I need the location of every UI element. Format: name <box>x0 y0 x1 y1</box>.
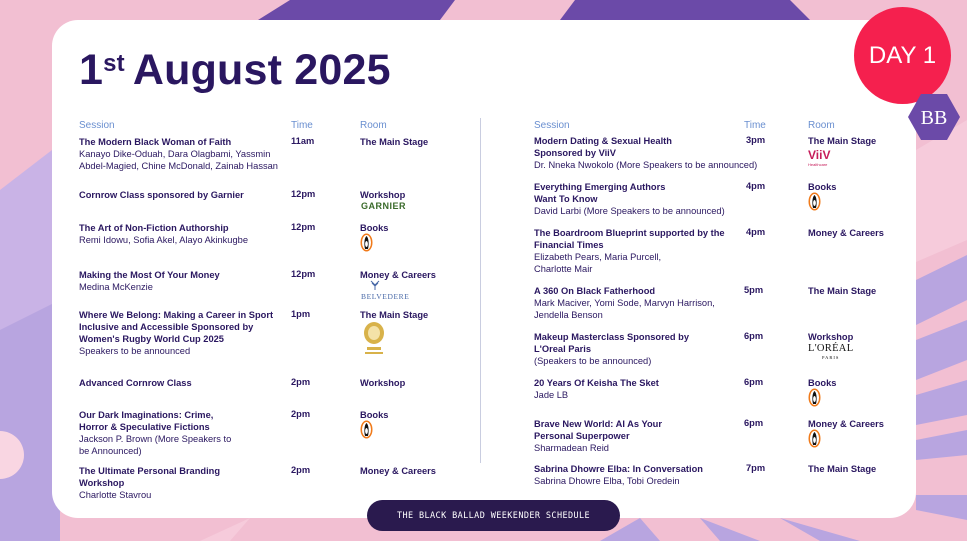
session-speakers: Sabrina Dhowre Elba, Tobi Oredein <box>534 476 680 486</box>
session-item <box>534 418 739 454</box>
session-title: Modern Dating & Sexual Health Sponsored by ViiV <box>534 136 672 158</box>
session-room: The Main Stage <box>360 310 429 320</box>
session-speakers: Jade LB <box>534 390 569 400</box>
session-title: 20 Years Of Keisha The Sket <box>534 378 659 388</box>
session-room: The Main Stage <box>360 137 429 147</box>
session-time: 1pm <box>291 309 311 319</box>
penguin-icon <box>808 192 821 211</box>
session-time: 2pm <box>291 409 311 419</box>
column-divider <box>480 118 481 463</box>
penguin-icon <box>808 388 821 407</box>
session-speakers: Elizabeth Pears, Maria Purcell, Charlotte Mair <box>534 252 662 274</box>
session-item <box>534 181 739 217</box>
session-time: 3pm <box>746 135 766 145</box>
session-title: The Modern Black Woman of Faith <box>79 137 232 147</box>
session-item <box>79 409 284 457</box>
session-title: Sabrina Dhowre Elba: In Conversation <box>534 464 703 474</box>
header-session: Session <box>79 120 115 131</box>
session-item <box>79 136 284 172</box>
session-time: 5pm <box>744 285 764 295</box>
session-item <box>534 377 739 401</box>
session-time: 12pm <box>291 189 316 199</box>
session-speakers: Remi Idowu, Sofia Akel, Alayo Akinkugbe <box>79 235 248 245</box>
session-title: Brave New World: AI As Your Personal Superpower <box>534 419 662 441</box>
session-speakers: Charlotte Stavrou <box>79 490 152 500</box>
svg-text:BB: BB <box>920 107 948 129</box>
session-room: The Main Stage <box>808 464 877 474</box>
session-speakers: Kanayo Dike-Oduah, Dara Olagbami, Yassmin Abdel-Magied, Chine McDonald, Zainab Hassan <box>79 149 278 171</box>
session-room: Workshop <box>360 378 406 388</box>
session-speakers: Sharmadean Reid <box>534 443 609 453</box>
session-room: Money & Careers <box>808 228 884 238</box>
session-room: Money & Careers <box>360 270 436 280</box>
belvedere-tree-icon <box>368 280 382 290</box>
session-time: 12pm <box>291 269 316 279</box>
penguin-icon <box>360 420 373 439</box>
session-room: The Main Stage <box>808 136 877 146</box>
session-time: 6pm <box>744 377 764 387</box>
session-item <box>79 269 284 293</box>
session-item <box>534 285 739 321</box>
session-time: 2pm <box>291 377 311 387</box>
session-room: Workshop <box>808 332 854 342</box>
session-title: Makeup Masterclass Sponsored by L'Oreal Paris <box>534 332 690 354</box>
session-speakers: David Larbi (More Speakers to be announced) <box>534 206 725 216</box>
session-speakers: Medina McKenzie <box>79 282 153 292</box>
session-time: 11am <box>291 136 315 146</box>
session-room: The Main Stage <box>808 286 877 296</box>
session-item <box>79 222 284 246</box>
header-time: Time <box>744 120 766 131</box>
penguin-icon <box>808 429 821 448</box>
header-room: Room <box>808 120 835 131</box>
session-title: The Ultimate Personal Branding Workshop <box>79 466 221 488</box>
loreal-logo: L'ORÉAL PARIS <box>808 343 854 360</box>
session-speakers: Speakers to be announced <box>79 346 191 356</box>
session-title: The Art of Non-Fiction Authorship <box>79 223 229 233</box>
session-room: Books <box>808 378 837 388</box>
session-room: Workshop <box>360 190 406 200</box>
session-speakers: (Speakers to be announced) <box>534 356 652 366</box>
session-item <box>79 465 284 501</box>
session-item <box>534 463 739 487</box>
session-title: A 360 On Black Fatherhood <box>534 286 656 296</box>
session-room: Books <box>360 410 389 420</box>
session-time: 6pm <box>744 418 764 428</box>
header-room: Room <box>360 120 387 131</box>
schedule-footer-pill: THE BLACK BALLAD WEEKENDER SCHEDULE <box>367 500 620 531</box>
session-title: The Boardroom Blueprint supported by the Financial Times <box>534 228 725 250</box>
session-room: Books <box>808 182 837 192</box>
header-time: Time <box>291 120 313 131</box>
session-time: 2pm <box>291 465 311 475</box>
session-title: Where We Belong: Making a Career in Sport Inclusive and Accessible Sponsored by Women's Rugby World Cup 2025 <box>79 310 274 344</box>
session-room: Money & Careers <box>808 419 884 429</box>
session-speakers: Mark Maciver, Yomi Sode, Marvyn Harrison, Jendella Benson <box>534 298 715 320</box>
session-speakers: Jackson P. Brown (More Speakers to be Announced) <box>79 434 232 456</box>
garnier-logo: GARNIER <box>361 201 407 211</box>
session-speakers: Dr. Nneka Nwokolo (More Speakers to be announced) <box>534 160 758 170</box>
header-session: Session <box>534 120 570 131</box>
session-title: Cornrow Class sponsored by Garnier <box>79 190 244 200</box>
session-time: 6pm <box>744 331 764 341</box>
rugby-world-cup-icon <box>362 321 386 357</box>
belvedere-logo: BELVEDERE <box>361 292 410 301</box>
session-time: 4pm <box>746 181 766 191</box>
session-room: Money & Careers <box>360 466 436 476</box>
viiv-logo: ViiV Healthcare <box>808 148 831 167</box>
session-title: Making the Most Of Your Money <box>79 270 220 280</box>
penguin-icon <box>360 233 373 252</box>
session-time: 4pm <box>746 227 766 237</box>
session-item <box>534 227 739 275</box>
session-item <box>79 377 284 389</box>
session-item <box>79 309 284 357</box>
session-title: Our Dark Imaginations: Crime, Horror & Speculative Fictions <box>79 410 214 432</box>
session-title: Advanced Cornrow Class <box>79 378 192 388</box>
session-title: Everything Emerging Authors Want To Know <box>534 182 666 204</box>
session-time: 12pm <box>291 222 316 232</box>
session-room: Books <box>360 223 389 233</box>
page-title: 1st August 2025 <box>79 46 391 94</box>
day-badge: DAY 1 <box>854 7 951 104</box>
session-time: 7pm <box>746 463 766 473</box>
session-item <box>79 189 284 201</box>
session-item <box>534 331 739 367</box>
